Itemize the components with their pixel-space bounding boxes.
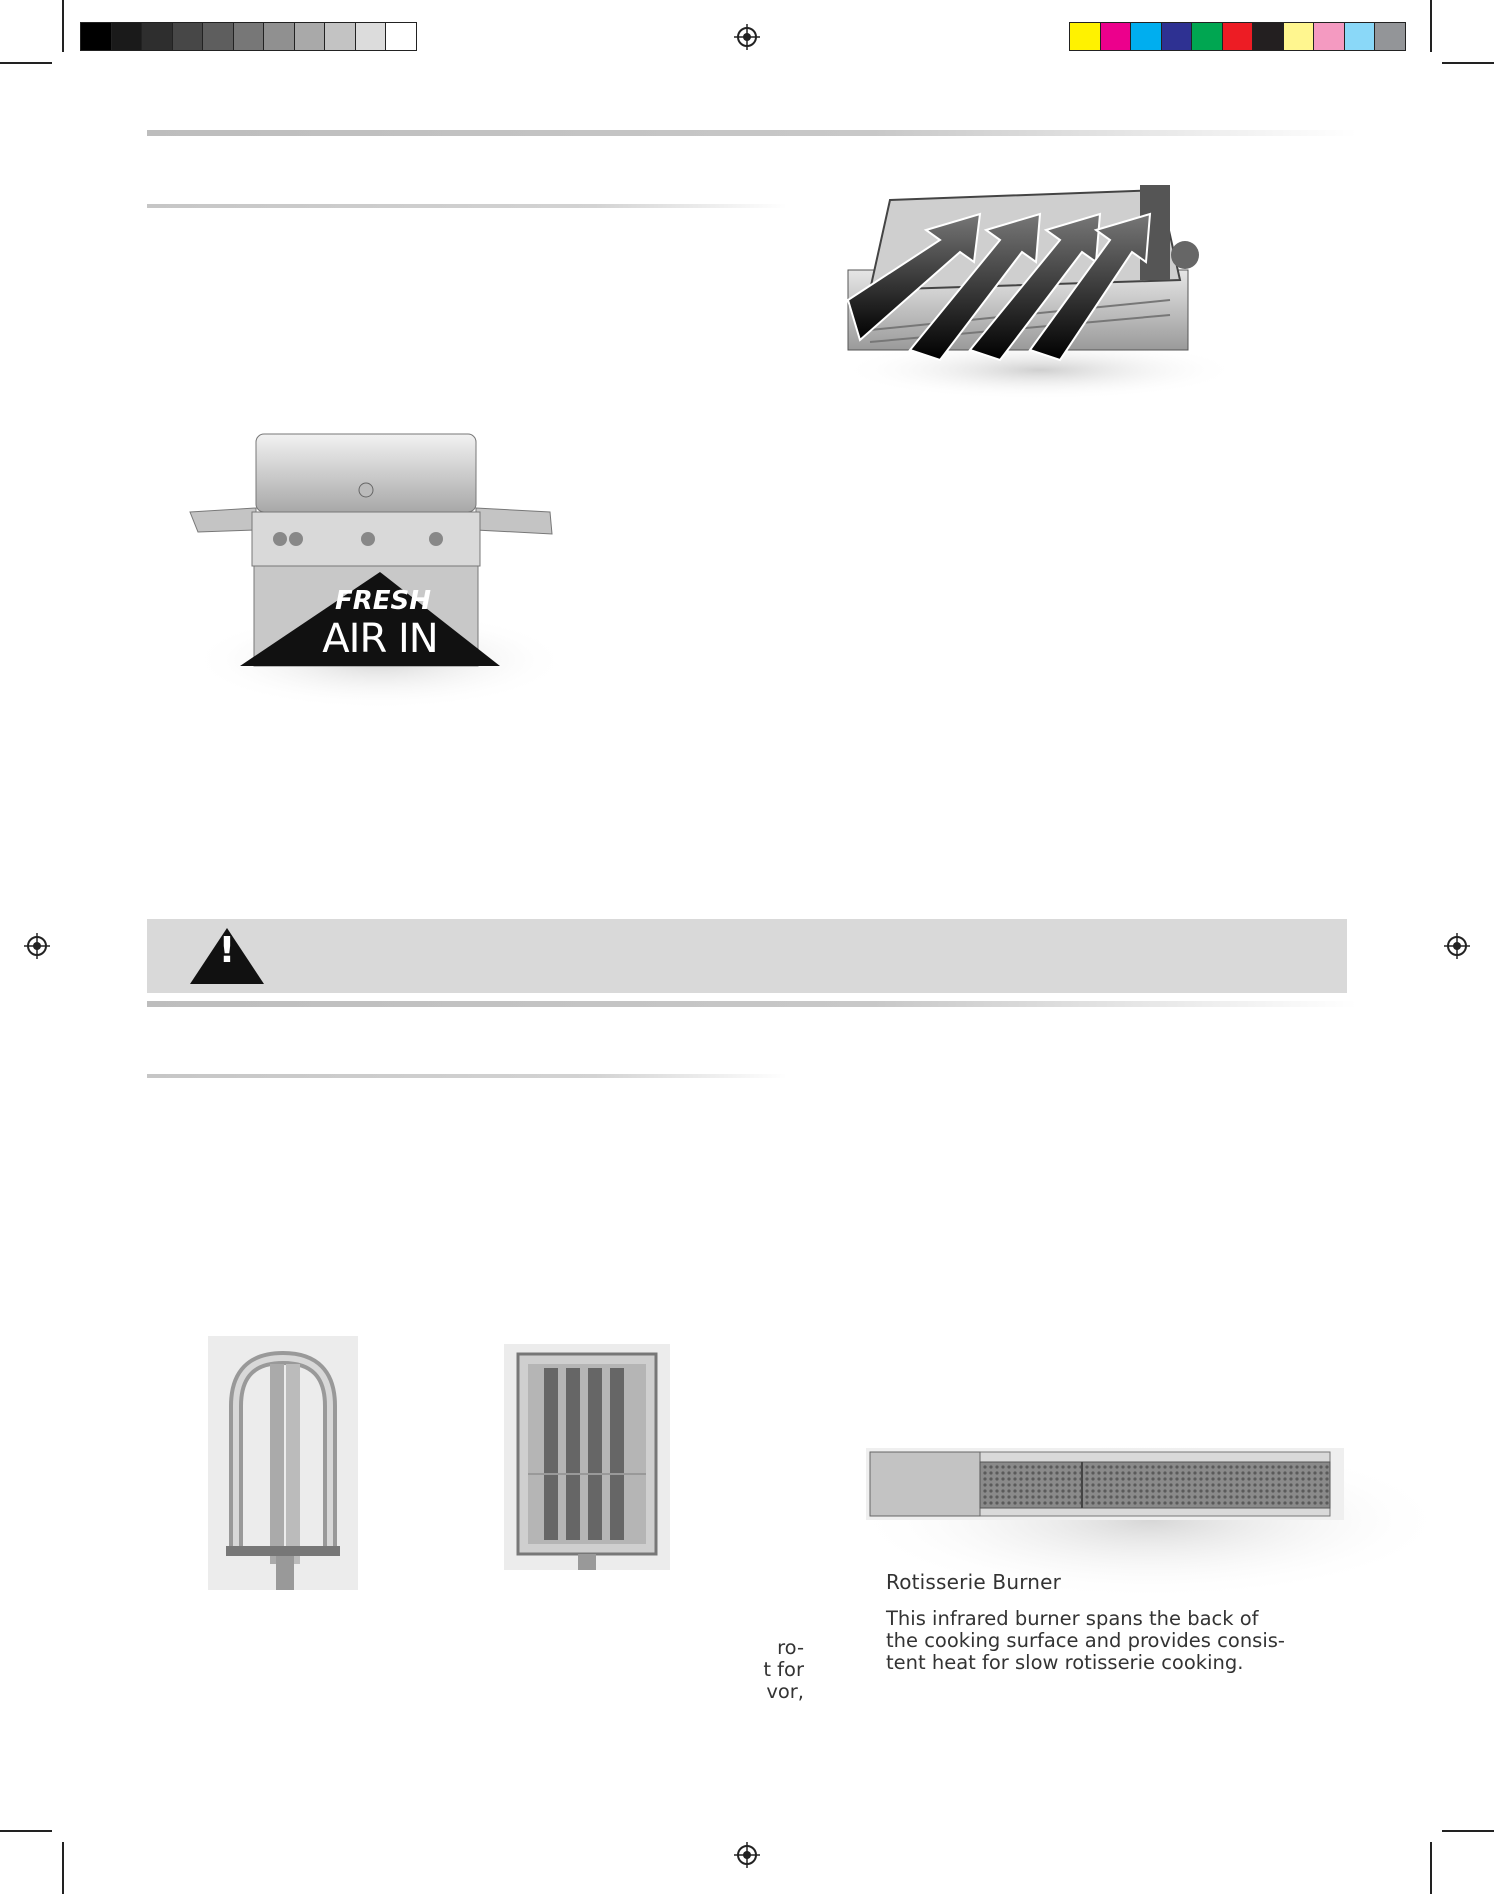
color-swatch [385, 22, 417, 51]
warning-banner [147, 919, 1347, 993]
tube-burner-photo [208, 1336, 358, 1590]
section-rule [147, 1074, 787, 1078]
color-swatch [1283, 22, 1315, 51]
color-swatch [1222, 22, 1254, 51]
crop-mark [0, 1830, 52, 1832]
crop-mark [0, 62, 52, 64]
description-line: the cooking surface and provides consis- [886, 1629, 1285, 1652]
registration-mark-icon [734, 1842, 760, 1868]
color-swatch [294, 22, 326, 51]
clipped-text-fragment: ro- [777, 1636, 804, 1659]
color-swatch [355, 22, 387, 51]
crop-mark [62, 1842, 64, 1894]
color-swatch [111, 22, 143, 51]
section-rule [147, 1001, 1357, 1007]
description-line: This infrared burner spans the back of [886, 1607, 1259, 1630]
clipped-text-fragment: vor, [766, 1680, 804, 1703]
hood-vent-illustration [840, 180, 1240, 400]
color-swatch [1252, 22, 1284, 51]
color-swatch [80, 22, 112, 51]
color-swatch [1100, 22, 1132, 51]
fresh-air-label-line1: FRESH [334, 586, 432, 616]
rotisserie-burner-description [886, 1608, 1306, 1674]
color-swatch [233, 22, 265, 51]
color-swatch [202, 22, 234, 51]
clipped-text-fragment: t for [763, 1658, 804, 1681]
section-rule [147, 204, 787, 208]
color-swatch [1374, 22, 1406, 51]
color-swatch [1130, 22, 1162, 51]
infrared-burner-photo [504, 1344, 670, 1570]
crop-mark [62, 0, 64, 52]
description-line: tent heat for slow rotisserie cooking. [886, 1651, 1244, 1674]
color-swatch [324, 22, 356, 51]
color-swatch [1191, 22, 1223, 51]
color-swatch [172, 22, 204, 51]
color-swatch [1069, 22, 1101, 51]
warning-symbol: ! [218, 930, 236, 971]
registration-mark-icon [1444, 933, 1470, 959]
crop-mark [1430, 1842, 1432, 1894]
header-rule [147, 130, 1357, 136]
crop-mark [1442, 62, 1494, 64]
color-swatch [263, 22, 295, 51]
grill-fresh-air-illustration [180, 420, 580, 710]
registration-mark-icon [734, 24, 760, 50]
crop-mark [1430, 0, 1432, 52]
color-swatch [1161, 22, 1193, 51]
color-swatch [1344, 22, 1376, 51]
registration-mark-icon [24, 933, 50, 959]
color-swatch [141, 22, 173, 51]
rotisserie-burner-title: Rotisserie Burner [886, 1570, 1062, 1594]
color-swatch [1313, 22, 1345, 51]
fresh-air-label-line2: AIR IN [322, 616, 438, 662]
crop-mark [1442, 1830, 1494, 1832]
